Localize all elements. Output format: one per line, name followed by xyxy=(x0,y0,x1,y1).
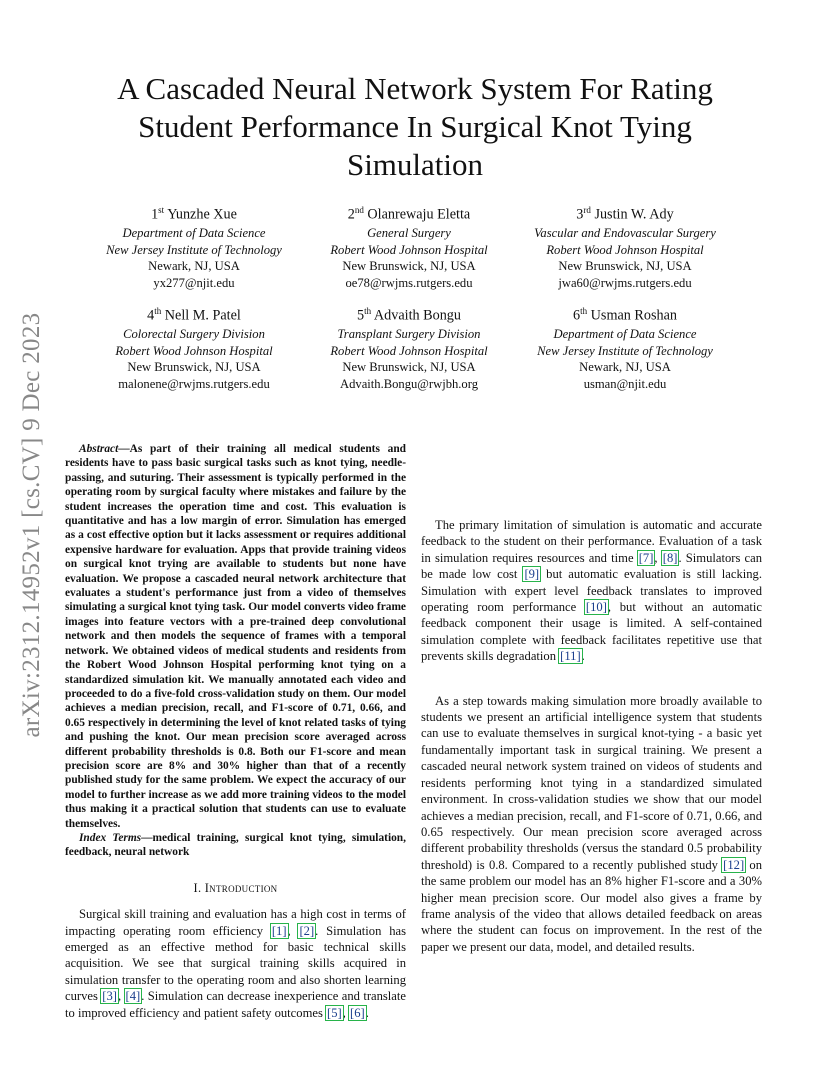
author-institution: New Jersey Institute of Technology xyxy=(106,242,282,257)
author-institution: Robert Wood Johnson Hospital xyxy=(546,242,704,257)
arxiv-identifier: arXiv:2312.14952v1 [cs.CV] 9 Dec 2023 xyxy=(18,312,45,738)
author-block-2 xyxy=(294,200,524,292)
author-email: oe78@rwjms.rutgers.edu xyxy=(345,276,473,291)
author-name: 2nd Olanrewaju Eletta xyxy=(347,205,471,223)
author-department: Colorectal Surgery Division xyxy=(123,326,265,341)
arxiv-sidebar-stamp xyxy=(14,290,50,760)
citation-link[interactable]: [8] xyxy=(662,550,678,565)
citation-link[interactable]: [2] xyxy=(299,923,315,938)
author-location: Newark, NJ, USA xyxy=(579,360,671,375)
author-block-6 xyxy=(510,301,740,393)
author-department: Department of Data Science xyxy=(553,326,697,341)
index-terms xyxy=(65,831,406,860)
author-name: 3rd Justin W. Ady xyxy=(576,205,674,223)
author-location: New Brunswick, NJ, USA xyxy=(342,259,476,274)
author-institution: New Jersey Institute of Technology xyxy=(537,343,713,358)
author-institution: Robert Wood Johnson Hospital xyxy=(115,343,273,358)
author-name: 1st Yunzhe Xue xyxy=(151,205,237,223)
citation-link[interactable]: [5] xyxy=(327,1005,342,1020)
author-email: jwa60@rwjms.rutgers.edu xyxy=(558,276,692,291)
citation-link[interactable]: [11] xyxy=(560,649,581,664)
author-location: New Brunswick, NJ, USA xyxy=(127,360,261,375)
author-email: yx277@njit.edu xyxy=(153,276,235,291)
author-institution: Robert Wood Johnson Hospital xyxy=(330,343,488,358)
section-heading-introduction: I. Introduction xyxy=(193,880,278,895)
author-location: New Brunswick, NJ, USA xyxy=(342,360,476,375)
citation-link[interactable]: [6] xyxy=(350,1005,365,1020)
author-block-3 xyxy=(510,200,740,292)
author-block-1 xyxy=(79,200,309,292)
citation-link[interactable]: [1] xyxy=(271,923,287,938)
author-institution: Robert Wood Johnson Hospital xyxy=(330,242,488,257)
author-department: General Surgery xyxy=(367,225,451,240)
author-department: Transplant Surgery Division xyxy=(337,326,481,341)
citation-link[interactable]: [10] xyxy=(585,600,607,615)
author-department: Vascular and Endovascular Surgery xyxy=(534,225,716,240)
citation-link[interactable]: [7] xyxy=(638,550,654,565)
citation-link[interactable]: [9] xyxy=(524,567,540,582)
intro-paragraph-3: As a step towards making simulation more broadly available to students we present an artificial intelligence system that students can use to evaluate themselves in surgical knot-tying - a basic yet fundamentally important task in surgical training. We present a cascaded neural network system trained on videos of students and residents performing knot tying in a standardized simulated environment. In cross-validation studies we show that our model achieves a median precision, recall, and F1-score of 0.71, 0.66, and 0.65 respectively. Our mean precision score averaged across different probability thresholds (versus the standard 0.5 probability threshold) is 0.8. Compared to a recently published study [12] on the same problem our model has an 8% higher F1-score and a 30% higher mean precision score. Our model also gives a frame by frame analysis of the video that allows detailed feedback on areas where the student can focus on improvement. In the rest of the paper we present our data, model, and detailed results. xyxy=(421,693,762,954)
intro-paragraph-1: Surgical skill training and evaluation has a high cost in terms of impacting operating room efficiency [1], [2]. Simulation has emerged as an effective method for basic technical skills acquisition. We see that surgical training skills acquired in simulation transfer to the operating room and also shorten learning curves [3], [4]. Simulation can decrease inexperience and translate to improved efficiency and patient safety outcomes [5], [6]. xyxy=(65,907,406,1020)
author-email: usman@njit.edu xyxy=(583,377,667,392)
author-location: Newark, NJ, USA xyxy=(148,259,240,274)
paper-title: A Cascaded Neural Network System For Rating Student Performance In Surgical Knot Tying Simulation xyxy=(117,71,713,182)
author-email: Advaith.Bongu@rwjbh.org xyxy=(340,377,478,392)
citation-link[interactable]: [12] xyxy=(723,857,745,872)
abstract-text: —As part of their training all medical students and residents have to pass basic surgical tasks such as knot tying, needle-passing, and suturing. Their assessment is typically performed in the operating room by surgical faculty where mistakes and failure by the student increases the operation time and cost. This evaluation is quantitative and has a low margin of error. Simulation has emerged as a cost effective option but it lacks assessment or requires additional expensive hardware for evaluation. Apps that provide training videos on surgical knot trying are available to students but none have evaluation. We propose a cascaded neural network architecture that evaluates a student's performance just from a video of themselves simulating a surgical knot tying task. Our model converts video frame images into feature vectors with a pre-trained deep convolutional network and then models the sequence of frames with a temporal network. We obtained videos of medical students and residents from the Robert Wood Johnson Hospital performing knot tying on a standardized simulation kit. We manually annotated each video and proceeded to do a five-fold cross-validation study on them. Our model achieves a median precision, recall, and F1-score of 0.71, 0.66, and 0.65 respectively in determining the level of knot related tasks of tying and pushing the knot. Our mean precision score averaged across different probability thresholds is 0.8. Both our F1-score and mean precision score are 8% and 30% higher than that of a recently published study for the same problem. We expect the accuracy of our model to further increase as we add more training videos to the model thus making it a practical solution that students can use to evaluate themselves. xyxy=(65,443,406,830)
author-location: New Brunswick, NJ, USA xyxy=(558,259,692,274)
intro-paragraph-2: The primary limitation of simulation is automatic and accurate feedback to the student on their performance. Evaluation of a task in simulation requires resources and time [7], [8]. Simulators can be made low cost [9] but automatic evaluation is still lacking. Simulation with expert level feedback translates to improved operating room performance [10], but without an automatic feedback component their usage is limited. A self-contained simulation complete with feedback facilitates repetitive use that prevents skills degradation [11]. xyxy=(421,518,762,664)
abstract-heading: Abstract xyxy=(79,443,119,455)
right-column xyxy=(421,517,762,983)
index-terms-heading: Index Terms xyxy=(79,831,142,844)
author-name: 4th Nell M. Patel xyxy=(147,306,241,324)
author-department: Department of Data Science xyxy=(122,225,266,240)
citation-link[interactable]: [3] xyxy=(102,989,117,1004)
abstract xyxy=(65,442,406,831)
author-block-5 xyxy=(294,301,524,393)
left-column xyxy=(65,442,406,1021)
author-name: 5th Advaith Bongu xyxy=(357,306,461,324)
citation-link[interactable]: [4] xyxy=(125,989,141,1004)
author-email: malonene@rwjms.rutgers.edu xyxy=(118,377,270,392)
index-terms-text: —medical training, surgical knot tying, simulation, feedback, neural network xyxy=(65,831,406,859)
author-block-4 xyxy=(79,301,309,393)
author-name: 6th Usman Roshan xyxy=(573,306,677,324)
